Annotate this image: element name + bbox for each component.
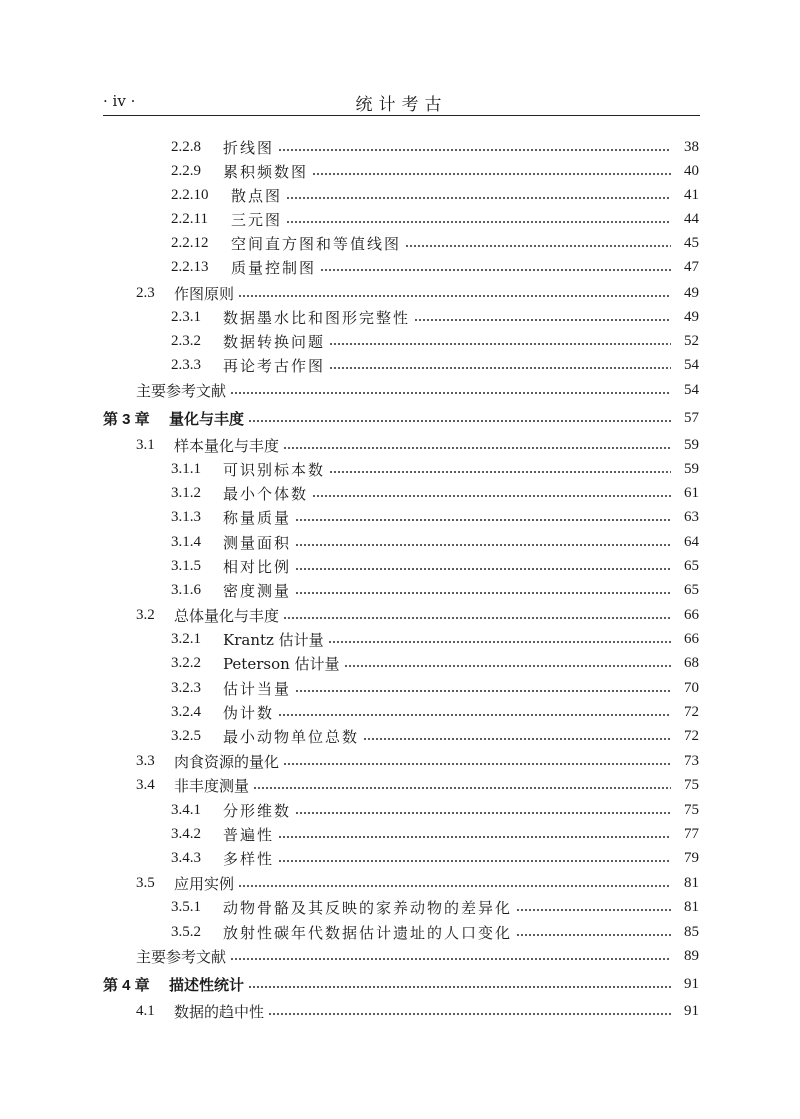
toc-entry-page: 59 bbox=[684, 460, 699, 477]
toc-entry[interactable] bbox=[171, 700, 699, 724]
toc-entry-page: 66 bbox=[684, 606, 699, 623]
toc-entry-references[interactable] bbox=[136, 378, 699, 402]
dot-leader bbox=[286, 197, 671, 199]
dot-leader bbox=[238, 295, 671, 297]
toc-entry[interactable] bbox=[171, 724, 699, 748]
toc-entry-number: 2.2.9 bbox=[171, 162, 201, 179]
toc-chapter-entry[interactable] bbox=[103, 972, 699, 996]
toc-entry-number: 3.4.3 bbox=[171, 849, 201, 866]
toc-entry-title: 普遍性 bbox=[223, 825, 275, 844]
toc-entry[interactable] bbox=[171, 481, 699, 505]
toc-entry[interactable] bbox=[171, 231, 699, 255]
toc-entry-page: 65 bbox=[684, 557, 699, 574]
toc-entry-number: 3.4.1 bbox=[171, 801, 201, 818]
dot-leader bbox=[278, 836, 671, 838]
dot-leader bbox=[329, 343, 671, 345]
toc-entry-title: 放射性碳年代数据估计遗址的人口变化 bbox=[223, 923, 513, 942]
toc-entry-title: 动物骨骼及其反映的家养动物的差异化 bbox=[223, 898, 513, 917]
toc-entry-page: 54 bbox=[684, 381, 699, 398]
dot-leader bbox=[248, 986, 671, 988]
toc-entry-title: 三元图 bbox=[231, 210, 283, 229]
running-title: 统计考古 bbox=[355, 95, 448, 115]
dot-leader bbox=[516, 934, 671, 936]
toc-entry[interactable] bbox=[171, 329, 699, 353]
toc-entry-title: 再论考古作图 bbox=[223, 356, 326, 375]
toc-entry-page: 85 bbox=[684, 923, 699, 940]
toc-entry-title: 主要参考文献 bbox=[136, 947, 227, 966]
toc-entry[interactable] bbox=[171, 207, 699, 231]
dot-leader bbox=[230, 392, 671, 394]
toc-entry-page: 49 bbox=[684, 284, 699, 301]
dot-leader bbox=[283, 447, 671, 449]
toc-entry[interactable] bbox=[136, 749, 699, 773]
dot-leader bbox=[268, 1013, 671, 1015]
toc-entry-number: 2.3 bbox=[136, 284, 155, 301]
dot-leader bbox=[405, 245, 671, 247]
toc-entry-title: 总体量化与丰度 bbox=[174, 606, 280, 625]
dot-leader bbox=[278, 714, 671, 716]
toc-entry-number: 3.5.1 bbox=[171, 898, 201, 915]
toc-entry[interactable] bbox=[171, 530, 699, 554]
toc-entry-page: 40 bbox=[684, 162, 699, 179]
toc-entry-title: 称量质量 bbox=[223, 508, 292, 527]
toc-entry-page: 75 bbox=[684, 801, 699, 818]
toc-entry-number: 3.5.2 bbox=[171, 923, 201, 940]
dot-leader bbox=[283, 617, 671, 619]
chapter-number: 第 3 章 bbox=[103, 410, 150, 428]
toc-entry-page: 81 bbox=[684, 874, 699, 891]
toc-entry-number: 3.1.6 bbox=[171, 581, 201, 598]
toc-entry-page: 65 bbox=[684, 581, 699, 598]
toc-entry-number: 2.2.12 bbox=[171, 234, 209, 251]
dot-leader bbox=[312, 495, 671, 497]
toc-entry-number: 3.5 bbox=[136, 874, 155, 891]
toc-entry-page: 91 bbox=[684, 975, 699, 992]
toc-entry-title: 散点图 bbox=[231, 186, 283, 205]
chapter-number: 第 4 章 bbox=[103, 976, 150, 994]
toc-entry-number: 3.2.4 bbox=[171, 703, 201, 720]
toc-entry-page: 70 bbox=[684, 679, 699, 696]
dot-leader bbox=[295, 690, 671, 692]
toc-entry-title: 折线图 bbox=[223, 138, 275, 157]
toc-entry[interactable] bbox=[171, 457, 699, 481]
dot-leader bbox=[328, 641, 671, 643]
dot-leader bbox=[295, 592, 671, 594]
dot-leader bbox=[329, 367, 671, 369]
dot-leader bbox=[230, 958, 671, 960]
toc-entry[interactable] bbox=[171, 183, 699, 207]
toc-chapter-entry[interactable] bbox=[103, 406, 699, 430]
running-header bbox=[103, 88, 700, 116]
toc-entry[interactable] bbox=[171, 676, 699, 700]
dot-leader bbox=[278, 860, 671, 862]
toc-entry-title: 应用实例 bbox=[174, 874, 235, 893]
toc-entry-page: 73 bbox=[684, 752, 699, 769]
toc-entry-page: 41 bbox=[684, 186, 699, 203]
toc-entry[interactable] bbox=[136, 871, 699, 895]
toc-entry-number: 3.2 bbox=[136, 606, 155, 623]
toc-entry-number: 2.2.11 bbox=[171, 210, 208, 227]
toc-entry-title: 多样性 bbox=[223, 849, 275, 868]
toc-entry-page: 81 bbox=[684, 898, 699, 915]
toc-entry-title: 质量控制图 bbox=[231, 258, 317, 277]
dot-leader bbox=[295, 544, 671, 546]
toc-entry-title: 可识别标本数 bbox=[223, 460, 326, 479]
toc-entry-title: 数据转换问题 bbox=[223, 332, 326, 351]
dot-leader bbox=[295, 568, 671, 570]
toc-entry-references[interactable] bbox=[136, 944, 699, 968]
dot-leader bbox=[253, 787, 671, 789]
toc-entry[interactable] bbox=[171, 353, 699, 377]
toc-entry[interactable] bbox=[171, 920, 699, 944]
toc-entry[interactable] bbox=[171, 135, 699, 159]
toc-entry-title: Krantz 估计量 bbox=[223, 630, 324, 649]
toc-entry-page: 45 bbox=[684, 234, 699, 251]
toc-entry-number: 3.2.5 bbox=[171, 727, 201, 744]
toc-entry-title: 估计当量 bbox=[223, 679, 292, 698]
toc-entry-number: 2.2.10 bbox=[171, 186, 209, 203]
toc-entry-title: 样本量化与丰度 bbox=[174, 436, 280, 455]
toc-entry-number: 3.1 bbox=[136, 436, 155, 453]
toc-entry[interactable] bbox=[171, 895, 699, 919]
toc-entry-page: 75 bbox=[684, 776, 699, 793]
toc-entry-title: 密度测量 bbox=[223, 581, 292, 600]
toc-entry-number: 3.1.2 bbox=[171, 484, 201, 501]
toc-entry-page: 64 bbox=[684, 533, 699, 550]
toc-entry-title: 测量面积 bbox=[223, 533, 292, 552]
page-number: · iv · bbox=[103, 92, 136, 110]
toc-entry-title: 分形维数 bbox=[223, 801, 292, 820]
dot-leader bbox=[344, 665, 671, 667]
toc-entry-title: 累积频数图 bbox=[223, 162, 309, 181]
toc-entry-number: 2.3.3 bbox=[171, 356, 201, 373]
toc-entry-number: 2.2.8 bbox=[171, 138, 201, 155]
toc-entry-number: 3.1.3 bbox=[171, 508, 201, 525]
toc-entry-title: 最小个体数 bbox=[223, 484, 309, 503]
toc-entry-number: 3.1.4 bbox=[171, 533, 201, 550]
chapter-title: 描述性统计 bbox=[169, 975, 245, 994]
toc-entry-page: 38 bbox=[684, 138, 699, 155]
toc-entry-page: 59 bbox=[684, 436, 699, 453]
toc-entry[interactable] bbox=[171, 651, 699, 675]
toc-entry-title: 相对比例 bbox=[223, 557, 292, 576]
toc-entry[interactable] bbox=[136, 281, 699, 305]
toc-entry-title: 伪计数 bbox=[223, 703, 275, 722]
toc-entry-number: 3.2.2 bbox=[171, 654, 201, 671]
toc-entry[interactable] bbox=[171, 159, 699, 183]
toc-entry[interactable] bbox=[171, 846, 699, 870]
toc-entry-number: 3.1.1 bbox=[171, 460, 201, 477]
toc-entry-title: 作图原则 bbox=[174, 284, 235, 303]
toc-entry[interactable] bbox=[136, 773, 699, 797]
toc-entry-page: 72 bbox=[684, 703, 699, 720]
toc-entry[interactable] bbox=[136, 999, 699, 1023]
toc-entry[interactable] bbox=[171, 627, 699, 651]
dot-leader bbox=[320, 269, 671, 271]
toc-entry[interactable] bbox=[136, 433, 699, 457]
toc-entry-title: 空间直方图和等值线图 bbox=[231, 234, 402, 253]
toc-entry[interactable] bbox=[171, 305, 699, 329]
dot-leader bbox=[516, 909, 671, 911]
toc-entry-page: 66 bbox=[684, 630, 699, 647]
dot-leader bbox=[312, 173, 671, 175]
toc-entry-title: 非丰度测量 bbox=[174, 776, 250, 795]
toc-entry-number: 3.3 bbox=[136, 752, 155, 769]
toc-entry-title: 主要参考文献 bbox=[136, 381, 227, 400]
toc-entry-page: 61 bbox=[684, 484, 699, 501]
toc-entry-number: 3.4 bbox=[136, 776, 155, 793]
toc-entry-number: 2.3.2 bbox=[171, 332, 201, 349]
toc-entry-page: 57 bbox=[684, 409, 699, 426]
dot-leader bbox=[414, 319, 671, 321]
dot-leader bbox=[295, 812, 671, 814]
toc-entry-page: 63 bbox=[684, 508, 699, 525]
header-rule bbox=[103, 115, 700, 116]
toc-entry-title: 最小动物单位总数 bbox=[223, 727, 360, 746]
toc-entry-number: 3.2.3 bbox=[171, 679, 201, 696]
dot-leader bbox=[283, 763, 671, 765]
toc-entry-page: 72 bbox=[684, 727, 699, 744]
toc-entry-title: 数据墨水比和图形完整性 bbox=[223, 308, 411, 327]
toc-entry-number: 3.2.1 bbox=[171, 630, 201, 647]
dot-leader bbox=[329, 471, 671, 473]
dot-leader bbox=[248, 420, 671, 422]
toc-entry[interactable] bbox=[171, 554, 699, 578]
toc-entry-title: 肉食资源的量化 bbox=[174, 752, 280, 771]
toc-entry-title: 数据的趋中性 bbox=[174, 1002, 265, 1021]
dot-leader bbox=[238, 885, 671, 887]
toc-entry-page: 68 bbox=[684, 654, 699, 671]
toc-entry-page: 89 bbox=[684, 947, 699, 964]
toc-entry-page: 44 bbox=[684, 210, 699, 227]
toc-entry-page: 49 bbox=[684, 308, 699, 325]
dot-leader bbox=[278, 149, 671, 151]
dot-leader bbox=[363, 738, 671, 740]
toc-entry-number: 3.4.2 bbox=[171, 825, 201, 842]
toc-entry-title: Peterson 估计量 bbox=[223, 654, 340, 673]
toc-entry-number: 2.3.1 bbox=[171, 308, 201, 325]
toc-entry-page: 77 bbox=[684, 825, 699, 842]
toc-entry[interactable] bbox=[171, 255, 699, 279]
toc-entry-number: 3.1.5 bbox=[171, 557, 201, 574]
toc-entry-page: 91 bbox=[684, 1002, 699, 1019]
dot-leader bbox=[286, 221, 671, 223]
chapter-title: 量化与丰度 bbox=[169, 409, 245, 428]
dot-leader bbox=[295, 519, 671, 521]
toc-entry-page: 52 bbox=[684, 332, 699, 349]
toc-entry-page: 54 bbox=[684, 356, 699, 373]
toc-entry[interactable] bbox=[171, 505, 699, 529]
toc-entry-page: 47 bbox=[684, 258, 699, 275]
toc-entry-number: 2.2.13 bbox=[171, 258, 209, 275]
toc-entry[interactable] bbox=[136, 603, 699, 627]
toc-entry-page: 79 bbox=[684, 849, 699, 866]
toc-entry-number: 4.1 bbox=[136, 1002, 155, 1019]
toc-entry[interactable] bbox=[171, 822, 699, 846]
toc-entry[interactable] bbox=[171, 798, 699, 822]
toc-entry[interactable] bbox=[171, 578, 699, 602]
